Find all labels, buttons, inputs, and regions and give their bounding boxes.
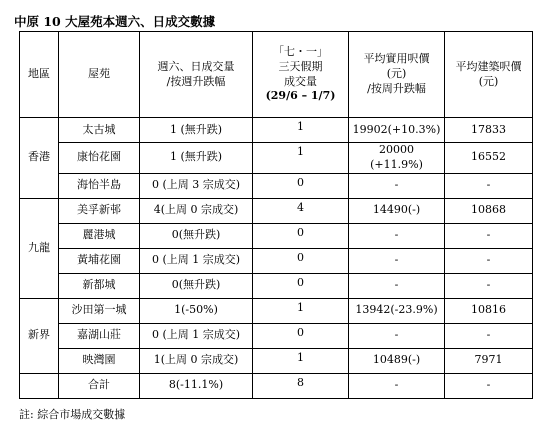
saleable-cell: - [349,273,445,298]
estate-cell: 新都城 [59,273,140,298]
table-row [20,298,533,323]
table-row [20,198,533,223]
total-holiday: 8 [253,373,349,398]
weekend-cell: 0(無升跌) [140,273,253,298]
header-gross-price: 平均建築呎價 (元) [445,32,533,118]
gross-cell: 10868 [445,198,533,223]
total-gross: - [445,373,533,398]
header-estate: 屋苑 [59,32,140,118]
gross-cell: - [445,323,533,348]
estate-cell: 康怡花園 [59,143,140,174]
header-holiday-volume: 「七・一」 三天假期 成交量 (29/6 – 1/7) [253,32,349,118]
holiday-cell: 1 [253,118,349,143]
holiday-cell: 0 [253,323,349,348]
gross-cell: - [445,173,533,198]
footnote: 註: 綜合市場成交數據 [19,408,126,421]
weekend-cell: 1 (無升跌) [140,118,253,143]
gross-cell: - [445,248,533,273]
table-row [20,248,533,273]
holiday-cell: 0 [253,173,349,198]
district-cell: 新界 [20,298,59,373]
gross-cell: 7971 [445,348,533,373]
transactions-table [19,31,533,399]
district-cell-empty [20,373,59,398]
holiday-cell: 1 [253,143,349,174]
gross-cell: - [445,273,533,298]
saleable-cell: 10489(-) [349,348,445,373]
table-row [20,273,533,298]
holiday-cell: 0 [253,273,349,298]
estate-cell: 嘉湖山莊 [59,323,140,348]
saleable-cell: 13942(-23.9%) [349,298,445,323]
total-weekend: 8(-11.1%) [140,373,253,398]
estate-cell: 美孚新邨 [59,198,140,223]
header-weekend-volume: 週六、日成交量 /按週升跌幅 [140,32,253,118]
table-row [20,348,533,373]
weekend-cell: 0 (上周 1 宗成交) [140,248,253,273]
saleable-cell: 20000 (+11.9%) [349,143,445,174]
weekend-cell: 0 (上周 3 宗成交) [140,173,253,198]
saleable-cell: - [349,323,445,348]
gross-cell: 17833 [445,118,533,143]
total-label: 合計 [59,373,140,398]
gross-cell: - [445,223,533,248]
saleable-cell: 14490(-) [349,198,445,223]
total-row [20,373,533,398]
weekend-cell: 4(上周 0 宗成交) [140,198,253,223]
weekend-cell: 0 (上周 1 宗成交) [140,323,253,348]
table-row [20,323,533,348]
estate-cell: 沙田第一城 [59,298,140,323]
weekend-cell: 1(上周 0 宗成交) [140,348,253,373]
table-row [20,143,533,174]
gross-cell: 10816 [445,298,533,323]
estate-cell: 映灣園 [59,348,140,373]
district-cell: 九龍 [20,198,59,298]
district-cell: 香港 [20,118,59,199]
header-row [20,32,533,118]
estate-cell: 太古城 [59,118,140,143]
holiday-cell: 0 [253,223,349,248]
header-district: 地區 [20,32,59,118]
weekend-cell: 1(-50%) [140,298,253,323]
holiday-cell: 4 [253,198,349,223]
estate-cell: 黃埔花園 [59,248,140,273]
header-saleable-price: 平均實用呎價 (元) /按周升跌幅 [349,32,445,118]
holiday-cell: 1 [253,298,349,323]
table-row [20,173,533,198]
document-title: 中原 10 大屋苑本週六、日成交數據 [14,14,216,29]
holiday-cell: 0 [253,248,349,273]
table-row [20,118,533,143]
holiday-cell: 1 [253,348,349,373]
saleable-cell: 19902(+10.3%) [349,118,445,143]
total-saleable: - [349,373,445,398]
saleable-cell: - [349,248,445,273]
weekend-cell: 1 (無升跌) [140,143,253,174]
weekend-cell: 0(無升跌) [140,223,253,248]
estate-cell: 麗港城 [59,223,140,248]
saleable-cell: - [349,173,445,198]
table-row [20,223,533,248]
estate-cell: 海怡半島 [59,173,140,198]
saleable-cell: - [349,223,445,248]
gross-cell: 16552 [445,143,533,174]
